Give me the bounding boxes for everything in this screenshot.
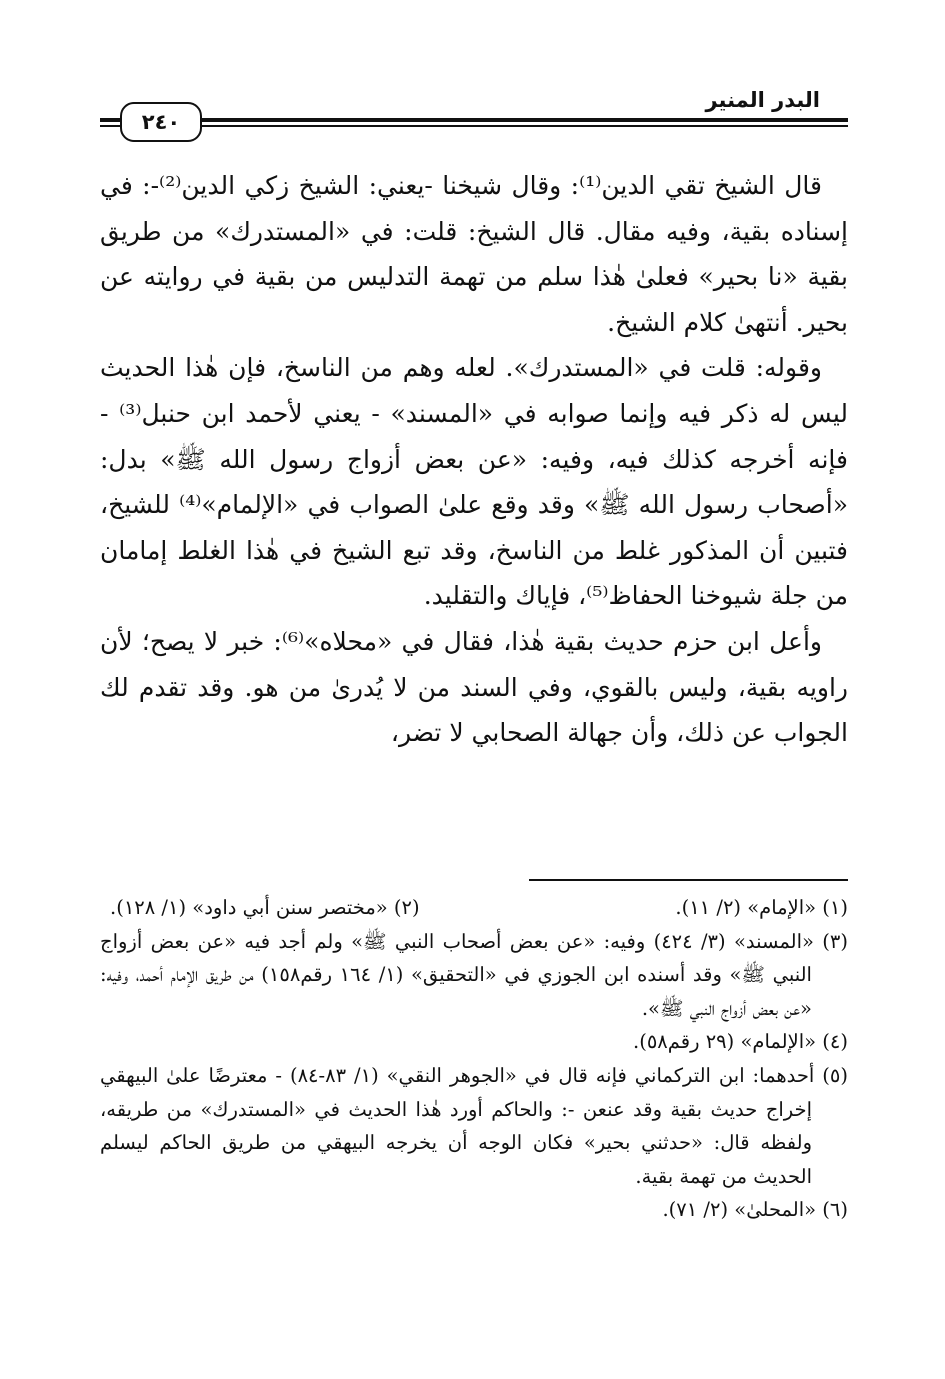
footnote-3: (٣) «المسند» (٣/ ٤٢٤) وفيه: «عن بعض أصحاب النبي ﷺ» ولم أجد فيه «عن بعض أزواج النبي ﷺ» وقد أسنده ابن الجوزي في «التحقيق» (١/ ١٦٤ رقم١٥٨) من طريق الإمام أحمد، وفيه: «عن بعض أزواج النبي ﷺ». <box>100 929 848 1020</box>
main-text <box>100 163 848 756</box>
footnote-row-1-2 <box>100 891 848 925</box>
paragraph-3: وأعل ابن حزم حديث بقية هٰذا، فقال في «محلاه»⁽⁶⁾: خبر لا يصح؛ لأن راويه بقية، وليس بالقوي، وفي السند من لا يُدرىٰ من هو. وقد تقدم لك الجواب عن ذلك، وأن جهالة الصحابي لا تضر، <box>100 626 848 748</box>
footnote-6: (٦) «المحلىٰ» (٢/ ٧١). <box>662 1198 848 1222</box>
header-rule-thick <box>100 118 848 122</box>
running-title: البدر المنير <box>705 88 820 112</box>
footnote-separator <box>529 879 848 881</box>
footnotes <box>100 891 848 1227</box>
footnote-4: (٤) «الإلمام» (٢٩ رقم٥٨). <box>633 1030 848 1054</box>
paragraph-2: وقوله: قلت في «المستدرك». لعله وهم من الناسخ، فإن هٰذا الحديث ليس له ذكر فيه وإنما صوابه في «المسند» - يعني لأحمد ابن حنبل⁽³⁾ - فإنه أخرجه كذلك فيه، وفيه: «عن بعض أزواج رسول الله ﷺ» بدل: «أصحاب رسول الله ﷺ» وقد وقع علىٰ الصواب في «الإلمام»⁽⁴⁾ للشيخ، فتبين أن المذكور غلط من الناسخ، وقد تبع الشيخ في هٰذا الغلط إمامان من جلة شيوخنا الحفاظ⁽⁵⁾، فإياك والتقليد. <box>100 353 849 611</box>
paragraph-1: قال الشيخ تقي الدين⁽¹⁾: وقال شيخنا -يعني: الشيخ زكي الدين⁽²⁾-: في إسناده بقية، وفيه مقال. قال الشيخ: قلت: في «المستدرك» من طريق بقية «نا بحير» فعلىٰ هٰذا سلم من تهمة التدليس من بقية في روايته عن بحير. أنتهىٰ كلام الشيخ. <box>100 171 848 337</box>
header-rule-thin <box>100 125 848 127</box>
page-header <box>100 86 848 138</box>
footnote-1: (١) «الإمام» (٢/ ١١). <box>675 896 848 919</box>
footnote-2: (٢) «مختصر سنن أبي داود» (١/ ١٢٨). <box>110 896 420 919</box>
page-number: ٢٤٠ <box>141 110 181 134</box>
page-number-badge <box>120 102 202 142</box>
footnote-5: (٥) أحدهما: ابن التركماني فإنه قال في «الجوهر النقي» (١/ ٨٣-٨٤) - معترضًا علىٰ البيهقي إخراج حديث بقية وقد عنعن -: والحاكم أورد هٰذا الحديث في «المستدرك» من طريقه، ولفظه قال: «حدثني بحير» فكان الوجه أن يخرجه البيهقي من طريق الحاكم ليسلم الحديث من تهمة بقية. <box>100 1063 848 1188</box>
